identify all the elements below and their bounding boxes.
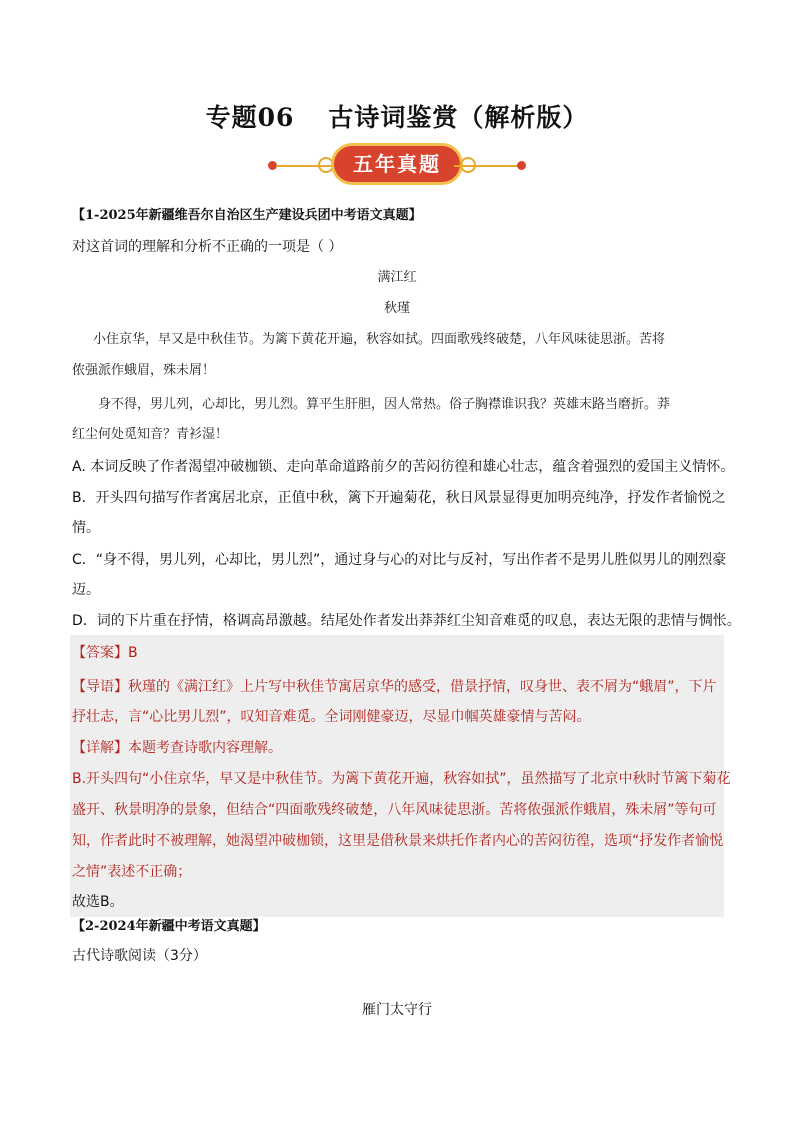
q1-poem-author: 秋瑾 [383, 301, 410, 316]
q2-poem-title: 雁门太守行 [362, 1002, 432, 1018]
q1-poem-line: 红尘何处觅知音？青衫湿！ [72, 427, 229, 442]
answer-value: B [128, 645, 138, 661]
section-banner [268, 146, 526, 184]
banner-ornament-left [318, 157, 334, 173]
detail-intro-text: 本题考查诗歌内容理解。 [128, 740, 282, 756]
q1-option-c-line2: 迈。 [72, 582, 100, 598]
q1-detail-line2: 盛开、秋景明净的景象，但结合“四面歌残终破楚，八年风味徒思浙。苦将侬强派作蛾眉，殊未屑”等句可 [72, 802, 717, 818]
detail-label: 【详解】 [72, 740, 128, 756]
banner-label: 五年真题 [353, 152, 441, 176]
title-text: 古诗词鉴赏（解析版） [328, 103, 589, 132]
q1-option-d: D．词的下片重在抒情，格调高昂激越。结尾处作者发出莽莽红尘知音难觅的叹息，表达无限的悲情与惆怅。 [72, 613, 741, 629]
q1-detail-line1: B.开头四句“小住京华，早又是中秋佳节。为篱下黄花开遍，秋容如拭”，虽然描写了北京中秋时节篱下菊花 [72, 771, 731, 787]
q1-guide-line2: 抒壮志，言“心比男儿烈”，叹知音难觅。全词刚健豪迈，尽显巾帼英雄豪情与苦闷。 [72, 709, 591, 725]
title-number: 专题06 [205, 103, 295, 132]
q1-poem-line: 身不得，男儿列，心却比，男儿烈。算平生肝胆，因人常热。俗子胸襟谁识我？英雄末路当磨折。莽 [98, 397, 671, 412]
q1-option-c-line1: C．“身不得，男儿列，心却比，男儿烈”，通过身与心的对比与反衬，写出作者不是男儿胜似男儿的刚烈豪 [72, 552, 727, 568]
q1-conclusion: 故选B。 [72, 894, 124, 910]
q1-poem-line: 侬强派作蛾眉，殊未屑！ [72, 363, 216, 378]
q1-question: 对这首词的理解和分析不正确的一项是（ ） [72, 239, 343, 255]
q1-option-b-line1: B．开头四句描写作者寓居北京，正值中秋，篱下开遍菊花，秋日风景显得更加明亮纯净，抒发作者愉悦之 [72, 490, 726, 506]
q1-detail-line4: 之情”表述不正确； [72, 864, 192, 880]
q2-source: 【2-2024年新疆中考语文真题】 [72, 919, 266, 934]
q2-instruction: 古代诗歌阅读（3分） [72, 948, 207, 964]
guide-label: 【导语】 [72, 679, 128, 695]
banner-pill [334, 146, 460, 182]
q1-detail-line3: 知，作者此时不被理解，她渴望冲破枷锁，这里是借秋景来烘托作者内心的苦闷彷徨，选项“抒发作者愉悦 [72, 833, 724, 849]
q1-poem-title: 满江红 [377, 270, 417, 285]
q1-guide-line1 [72, 677, 724, 697]
banner-dot-right [517, 161, 526, 170]
q1-answer [72, 643, 724, 663]
q1-option-b-line2: 情。 [72, 520, 100, 536]
q1-option-a: A. 本词反映了作者渴望冲破枷锁、走向革命道路前夕的苦闷彷徨和雄心壮志，蕴含着强烈的爱国主义情怀。 [72, 459, 735, 475]
page-title [0, 98, 794, 134]
guide-text: 秋瑾的《满江红》上片写中秋佳节寓居京华的感受，借景抒情，叹身世、表不屑为“蛾眉”，下片 [128, 679, 717, 695]
answer-label: 【答案】 [72, 645, 128, 661]
banner-line-right [454, 165, 518, 167]
q1-detail-intro [72, 738, 724, 758]
q1-source: 【1-2025年新疆维吾尔自治区生产建设兵团中考语文真题】 [72, 208, 422, 223]
q1-poem-line: 小住京华，早又是中秋佳节。为篱下黄花开遍，秋容如拭。四面歌残终破楚，八年风味徒思浙。苦将 [93, 332, 666, 347]
